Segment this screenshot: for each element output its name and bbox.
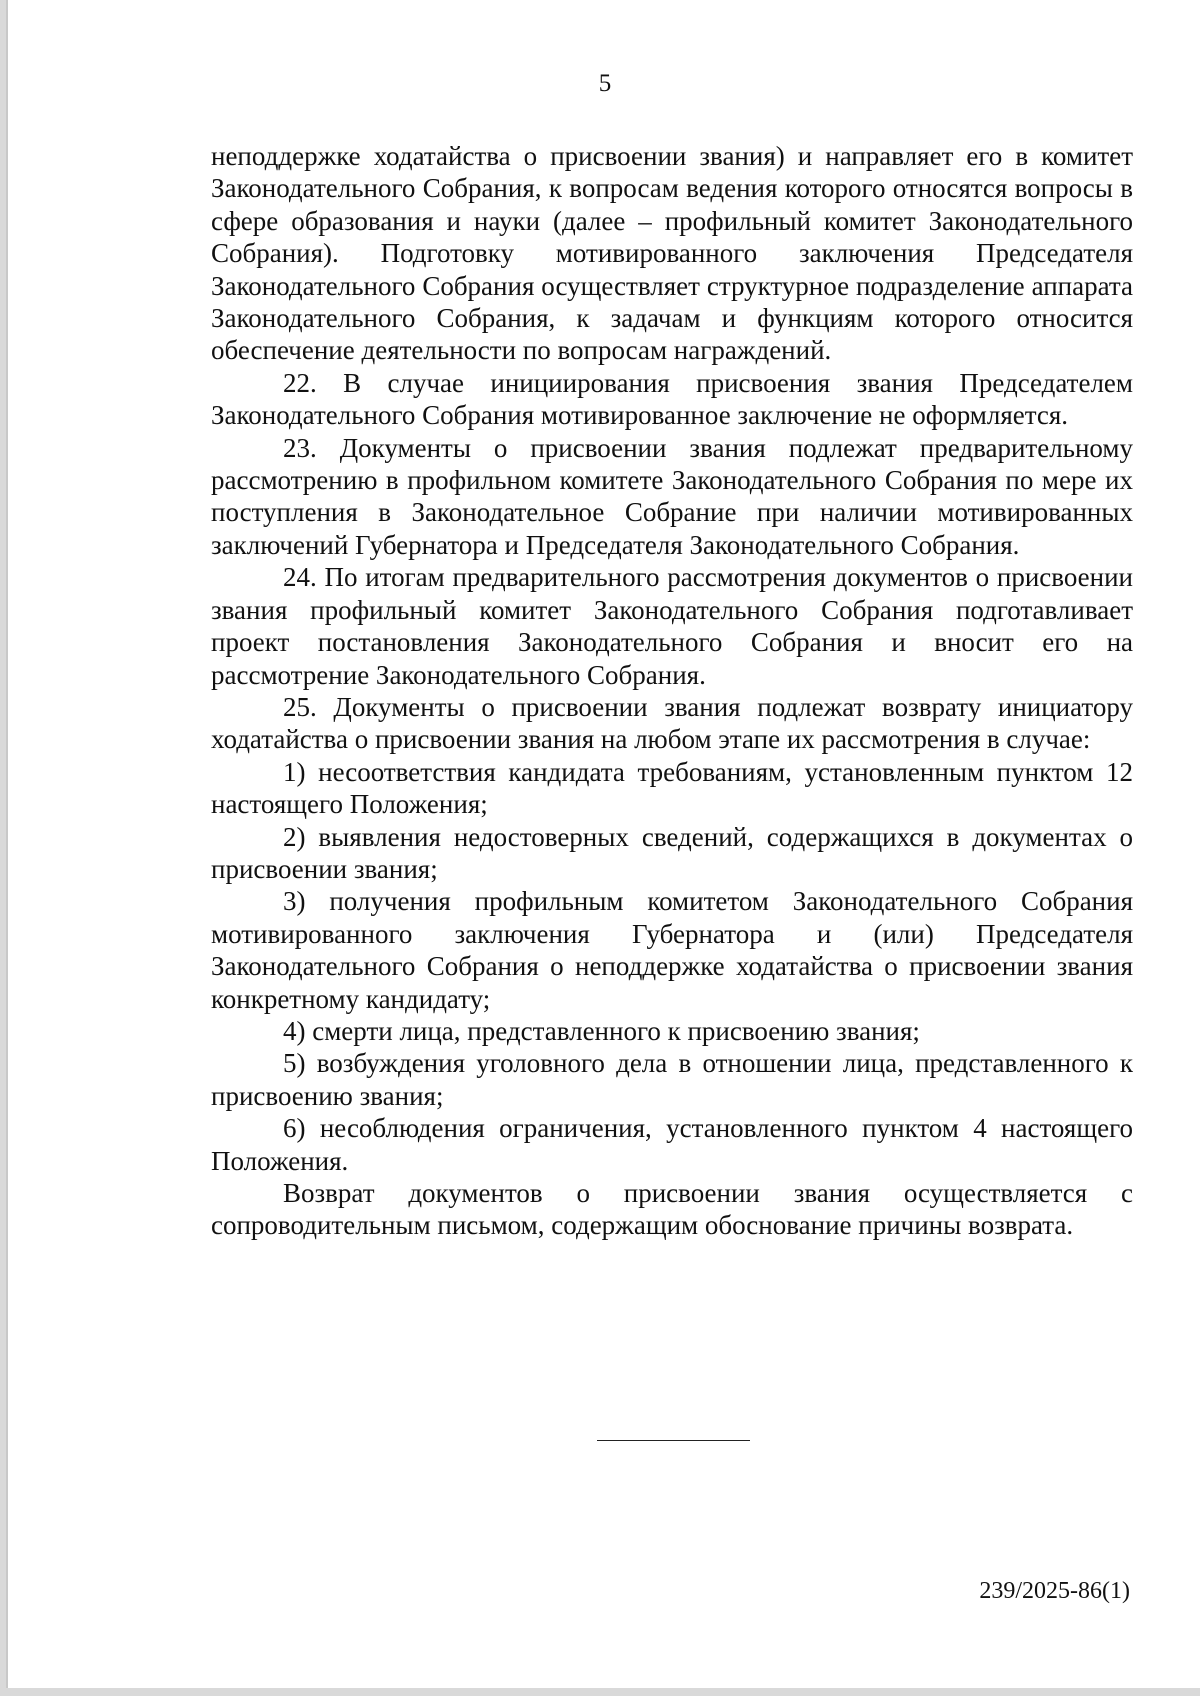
paragraph-item-24: 24. По итогам предварительного рассмотрения документов о присвоении звания профильный комитет Законодательного Собрания подготавливает проект постановления Законодательного Собрания и вносит его на рассмотрение Законодательного Собрания. — [211, 562, 1133, 690]
document-page — [6, 0, 1200, 1688]
paragraph-item-23: 23. Документы о присвоении звания подлежат предварительному рассмотрению в профильном комитете Законодательного Собрания по мере их поступления в Законодательное Собрание при наличии мотивированных заключений Губернатора и Председателя Законодательного Собрания. — [211, 432, 1133, 560]
document-body — [211, 140, 1133, 1242]
subitem-3: 3) получения профильным комитетом Законодательного Собрания мотивированного заключения Губернатора и (или) Председателя Законодательного Собрания о неподдержке ходатайства о присвоении звания конкретному кандидату; — [211, 886, 1133, 1014]
paragraph-return-documents: Возврат документов о присвоении звания осуществляется с сопроводительным письмом, содержащим обоснование причины возврата. — [211, 1178, 1133, 1241]
page-number: 5 — [598, 70, 612, 97]
paragraph-item-25: 25. Документы о присвоении звания подлежат возврату инициатору ходатайства о присвоении звания на любом этапе их рассмотрения в случае: — [211, 691, 1133, 755]
document-code: 239/2025-86(1) — [979, 1578, 1130, 1604]
subitem-5: 5) возбуждения уголовного дела в отношении лица, представленного к присвоению звания; — [211, 1048, 1133, 1111]
paragraph-item-22: 22. В случае инициирования присвоения звания Председателем Законодательного Собрания мотивированное заключение не оформляется. — [211, 367, 1133, 431]
end-of-text-rule — [597, 1440, 750, 1441]
subitem-4: 4) смерти лица, представленного к присвоению звания; — [283, 1015, 920, 1046]
subitem-1: 1) несоответствия кандидата требованиям, установленным пунктом 12 настоящего Положения; — [211, 756, 1133, 820]
paragraph-continuation: неподдержке ходатайства о присвоении звания) и направляет его в комитет Законодательного Собрания, к вопросам ведения которого относятся вопросы в сфере образования и науки (далее – профильный комитет Законодательного Собрания). Подготовку мотивированного заключения Председателя Законодательного Собрания осуществляет структурное подразделение аппарата Законодательного Собрания, к задачам и функциям которого относится обеспечение деятельности по вопросам награждений. — [211, 141, 1133, 366]
subitem-2: 2) выявления недостоверных сведений, содержащихся в документах о присвоении звания; — [211, 821, 1133, 884]
subitem-6: 6) несоблюдения ограничения, установленного пунктом 4 настоящего Положения. — [211, 1113, 1133, 1176]
